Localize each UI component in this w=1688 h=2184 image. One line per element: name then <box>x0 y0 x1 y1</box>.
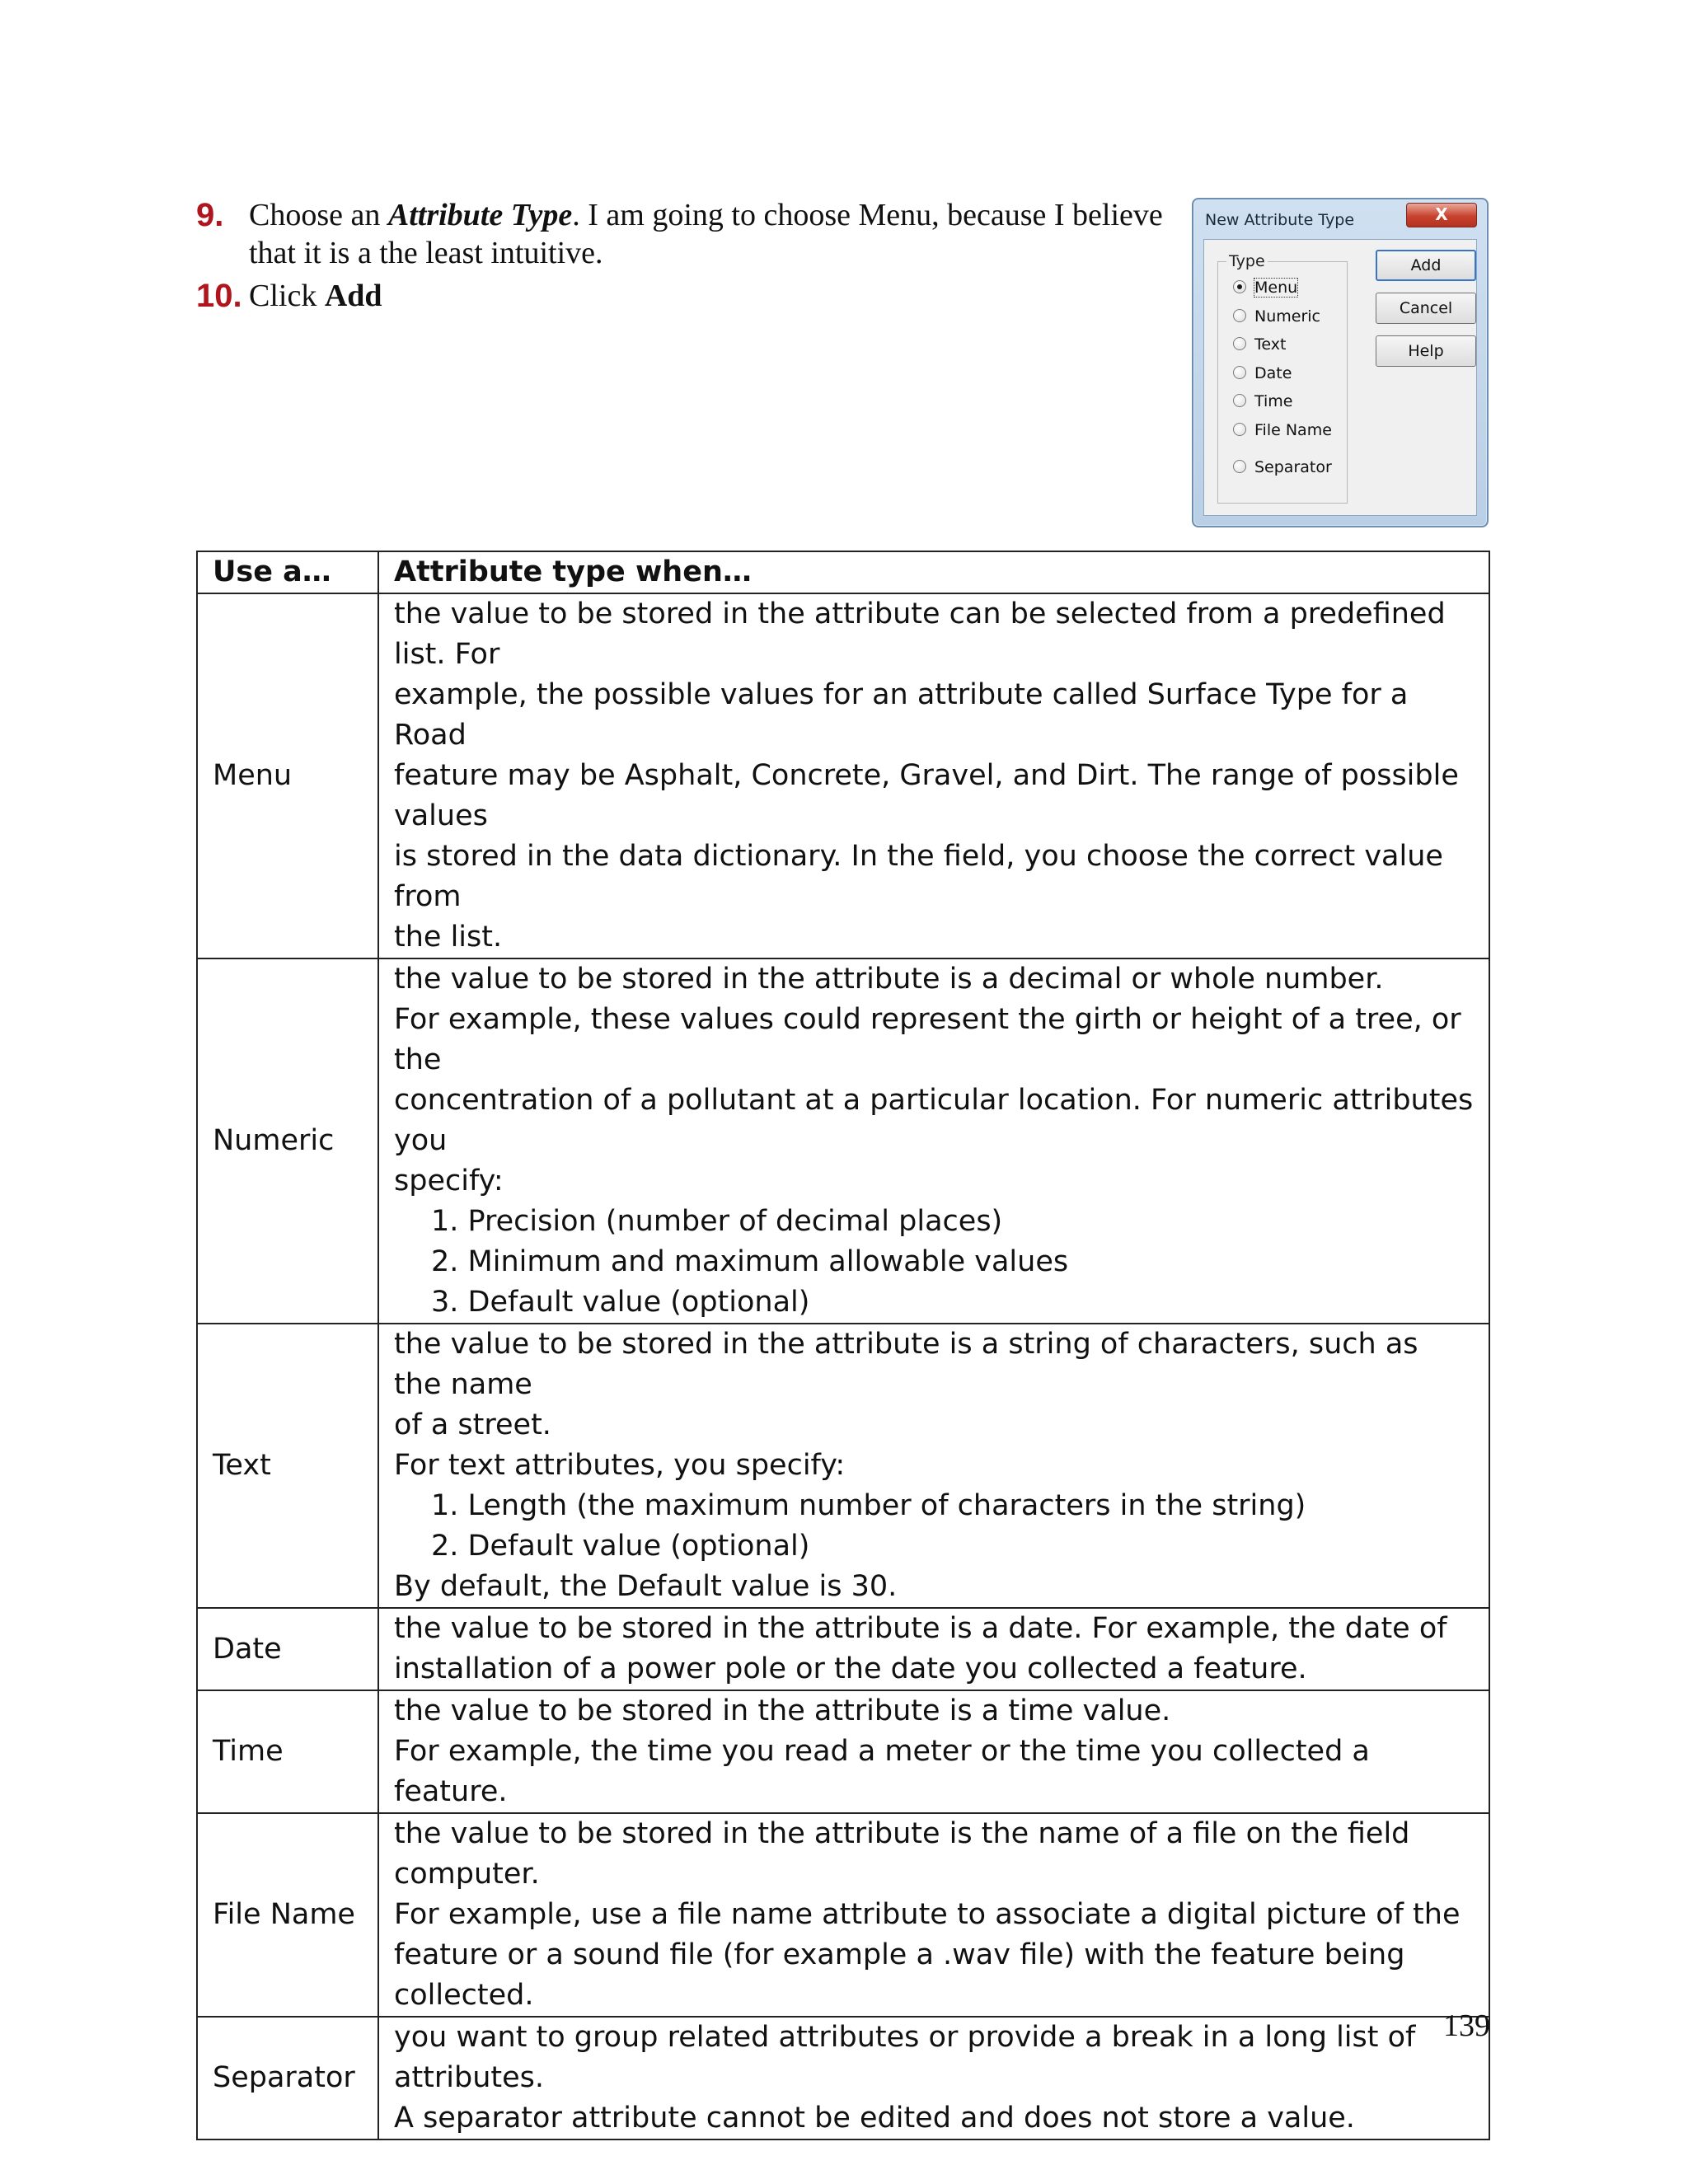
description-cell <box>378 2017 1489 2139</box>
table-row <box>197 1813 1489 2017</box>
attribute-type-cell: Menu <box>197 593 378 958</box>
description-line: feature may be Asphalt, Concrete, Gravel, and Dirt. The range of possible values <box>394 759 1459 832</box>
radio-time[interactable]: Time <box>1233 392 1293 410</box>
new-attribute-type-dialog <box>1192 198 1489 527</box>
description-line: specify: <box>394 1165 504 1197</box>
description-line: A separator attribute cannot be edited and does not store a value. <box>394 2102 1355 2135</box>
column-header: Attribute type when… <box>378 551 1489 593</box>
dialog-titlebar[interactable] <box>1193 199 1487 239</box>
radio-separator[interactable]: Separator <box>1233 458 1332 476</box>
description-line: the value to be stored in the attribute is a time value. <box>394 1694 1171 1727</box>
description-line: 3. Default value (optional) <box>431 1286 810 1319</box>
description-line: you want to group related attributes or provide a break in a long list of <box>394 2021 1416 2054</box>
description-cell <box>378 1324 1489 1608</box>
table-header-row <box>197 551 1489 593</box>
description-line: For example, use a file name attribute to associate a digital picture of the <box>394 1898 1461 1931</box>
description-line: By default, the Default value is 30. <box>394 1570 898 1603</box>
table-row <box>197 1690 1489 1813</box>
add-button[interactable]: Add <box>1376 250 1476 281</box>
step-10 <box>196 277 1169 315</box>
description-line: the value to be stored in the attribute can be selected from a predefined list. For <box>394 598 1446 671</box>
close-icon: X <box>1435 204 1448 224</box>
radio-date[interactable]: Date <box>1233 364 1292 382</box>
page-number: 139 <box>1443 2008 1490 2043</box>
description-line: concentration of a pollutant at a particular location. For numeric attributes you <box>394 1084 1474 1157</box>
description-line: the value to be stored in the attribute is the name of a file on the field <box>394 1817 1410 1850</box>
column-header: Use a… <box>197 551 378 593</box>
radio-menu[interactable]: Menu <box>1233 279 1297 297</box>
radio-icon <box>1233 366 1246 379</box>
description-cell <box>378 1608 1489 1690</box>
radio-icon <box>1233 423 1246 436</box>
description-line: of a street. <box>394 1408 551 1441</box>
table-row <box>197 593 1489 958</box>
radio-checked-icon <box>1233 280 1246 293</box>
table-body <box>197 593 1489 2139</box>
instruction-steps <box>196 196 1169 320</box>
description-line: For text attributes, you specify: <box>394 1449 846 1482</box>
description-line: is stored in the data dictionary. In the field, you choose the correct value from <box>394 840 1443 913</box>
radio-numeric[interactable]: Numeric <box>1233 307 1320 326</box>
radio-text[interactable]: Text <box>1233 335 1286 354</box>
table-row <box>197 958 1489 1324</box>
description-line: example, the possible values for an attribute called Surface Type for a Road <box>394 678 1409 752</box>
dialog-title: New Attribute Type <box>1205 211 1355 229</box>
description-line: 2. Default value (optional) <box>431 1530 810 1563</box>
radio-icon <box>1233 394 1246 407</box>
radio-icon <box>1233 460 1246 473</box>
description-line: installation of a power pole or the date you collected a feature. <box>394 1652 1307 1685</box>
description-line: 2. Minimum and maximum allowable values <box>431 1245 1069 1278</box>
description-cell <box>378 1690 1489 1813</box>
step-text: Click Add <box>249 279 382 313</box>
description-line: 1. Precision (number of decimal places) <box>431 1205 1003 1238</box>
help-button[interactable]: Help <box>1376 335 1476 367</box>
description-line: the list. <box>394 921 503 954</box>
description-line: the value to be stored in the attribute is a string of characters, such as the name <box>394 1328 1418 1401</box>
radio-icon <box>1233 337 1246 350</box>
description-line: the value to be stored in the attribute is a date. For example, the date of <box>394 1612 1447 1645</box>
attribute-type-cell: Date <box>197 1608 378 1690</box>
attribute-type-cell: Time <box>197 1690 378 1813</box>
attribute-type-cell: Text <box>197 1324 378 1608</box>
step-number: 10. <box>196 278 242 314</box>
cancel-button[interactable]: Cancel <box>1376 293 1476 324</box>
description-cell <box>378 593 1489 958</box>
attribute-type-cell: File Name <box>197 1813 378 2017</box>
description-cell <box>378 958 1489 1324</box>
type-groupbox <box>1217 252 1348 504</box>
close-button[interactable] <box>1406 203 1477 227</box>
description-line: 1. Length (the maximum number of characters in the string) <box>431 1489 1306 1522</box>
attribute-type-cell: Numeric <box>197 958 378 1324</box>
step-number: 9. <box>196 197 224 233</box>
description-line: For example, these values could represent the girth or height of a tree, or the <box>394 1003 1461 1076</box>
table-row <box>197 2017 1489 2139</box>
description-line: attributes. <box>394 2061 545 2094</box>
attribute-type-cell: Separator <box>197 2017 378 2139</box>
description-line: computer. <box>394 1858 540 1891</box>
description-line: the value to be stored in the attribute is a decimal or whole number. <box>394 963 1384 996</box>
attribute-types-table <box>196 551 1490 2140</box>
step-9 <box>196 196 1169 272</box>
table-row <box>197 1608 1489 1690</box>
table-row <box>197 1324 1489 1608</box>
step-emphasis: Attribute Type <box>387 198 573 232</box>
description-line: feature or a sound file (for example a .wav file) with the feature being collected. <box>394 1938 1405 2012</box>
step-bold: Add <box>324 279 382 313</box>
description-cell <box>378 1813 1489 2017</box>
description-line: For example, the time you read a meter or the time you collected a feature. <box>394 1735 1370 1808</box>
step-text: Choose an Attribute Type. I am going to choose Menu, because I believe that it is a the least intuitive. <box>249 198 1163 270</box>
radio-file-name[interactable]: File Name <box>1233 421 1332 439</box>
groupbox-label: Type <box>1226 252 1268 270</box>
dialog-body <box>1203 239 1477 516</box>
radio-icon <box>1233 309 1246 322</box>
